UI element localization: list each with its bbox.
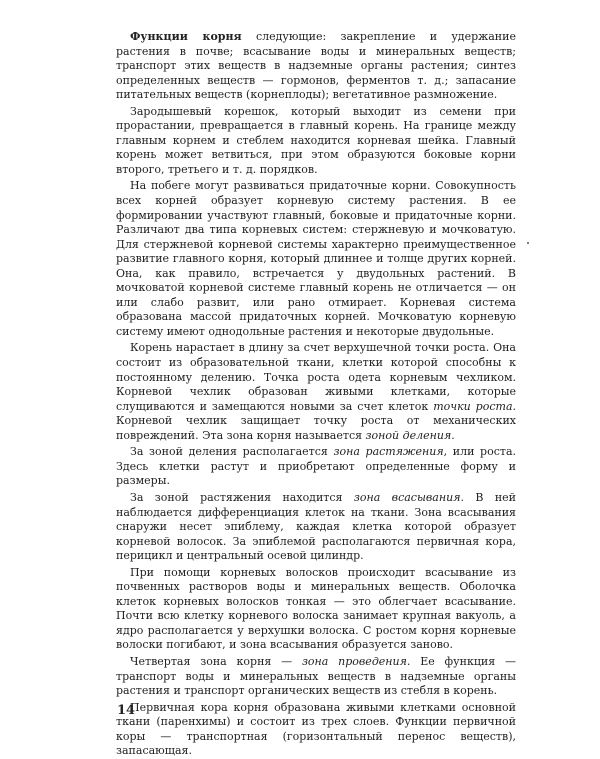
italic-term: точки роста bbox=[433, 399, 513, 413]
paragraph bbox=[116, 30, 516, 103]
page-number: 14 bbox=[117, 703, 136, 718]
paragraph bbox=[116, 566, 516, 653]
text-run: Корень нарастает в длину за счет верхушечной точки роста. Она состоит из образовательной ткани, клетки которой способны к постоянному делению. Точка роста одета корневым чехликом. Корневой чехлик образован живыми клетками, которые слущиваются и замещаются новыми за счет клеток bbox=[116, 341, 516, 413]
paragraph bbox=[116, 179, 516, 339]
italic-term: зона растяжения bbox=[333, 445, 444, 459]
text-run: , или роста. Здесь клетки растут и приобретают определенные форму и размеры. bbox=[116, 445, 517, 488]
italic-term: зона проведения bbox=[301, 654, 407, 668]
paragraph bbox=[116, 655, 516, 699]
text-run: При помощи корневых волосков происходит всасывание из почвенных растворов воды и минеральных веществ. Оболочка клеток корневых волосков тонкая — это облегчает всасывание. Почти всю клетку корневого волоска занимает крупная вакуоль, а ядро располагается у верхушки волоска. С ростом корня корневые волоски погибают, и зона всасывания образуется заново. bbox=[116, 565, 516, 652]
paragraph bbox=[116, 701, 516, 759]
text-run: Четвертая зона корня — bbox=[130, 654, 302, 668]
italic-term: зоной деления bbox=[365, 428, 452, 442]
text-run: За зоной деления располагается bbox=[130, 445, 334, 459]
text-run: Первичная кора корня образована живыми клетками основной ткани (паренхимы) и состоит из трех слоев. Функции первичной коры — транспортная (горизонтальный перенос веществ), запасающая. bbox=[116, 700, 516, 758]
text-run: . Корневой чехлик защищает точку роста от механических повреждений. Эта зона корня называется bbox=[116, 399, 516, 442]
paragraph bbox=[116, 445, 516, 489]
bold-term: Функции корня bbox=[130, 30, 242, 43]
paragraph bbox=[116, 105, 516, 178]
text-run: . Ее функция — транспорт воды и минеральных веществ в надземные органы растения и транспорт органических веществ из стебля в корень. bbox=[116, 654, 516, 698]
text-run: Зародышевый корешок, который выходит из семени при прорастании, превращается в главный корень. На границе между главным корнем и стеблем находится корневая шейка. Главный корень может ветвиться, при этом образуются боковые корни второго, третьего и т. д. порядков. bbox=[116, 104, 516, 176]
text-run: На побеге могут развиваться придаточные корни. Совокупность всех корней образует корневую систему растения. В ее формировании участвуют главный, боковые и придаточные корни. Различают два типа корневых систем: стержневую и мочковатую. Для стержневой корневой системы характерно преимущественное развитие главного корня, который длиннее и толще других корней. Она, как правило, встречается у двудольных растений. В мочковатой корневой системе главный корень не отличается — он или слабо развит, или рано отмирает. Корневая система образована массой придаточных корней. Мочковатую корневую систему имеют однодольные растения и некоторые двудольные. bbox=[116, 179, 516, 338]
paragraph bbox=[116, 341, 516, 443]
text-run: . bbox=[451, 428, 455, 442]
text-body bbox=[116, 30, 516, 759]
paragraph bbox=[116, 491, 516, 564]
print-speck bbox=[527, 242, 529, 244]
text-run: За зоной растяжения находится bbox=[130, 490, 354, 504]
text-run: . В ней наблюдается дифференциация клеток на ткани. Зона всасывания снаружи несет эпиблему, каждая клетка которой образует корневой волосок. За эпиблемой располагаются первичная кора, перицикл и центральный осевой цилиндр. bbox=[116, 490, 516, 563]
text-run: следующие: закрепление и удержание растения в почве; всасывание воды и минеральных веществ; транспорт этих веществ в надземные органы растения; синтез определенных веществ — гормонов, ферментов т. д.; запасание питательных веществ (корнеплоды); вегетативное размножение. bbox=[116, 30, 516, 102]
italic-term: зона всасывания bbox=[353, 490, 461, 504]
